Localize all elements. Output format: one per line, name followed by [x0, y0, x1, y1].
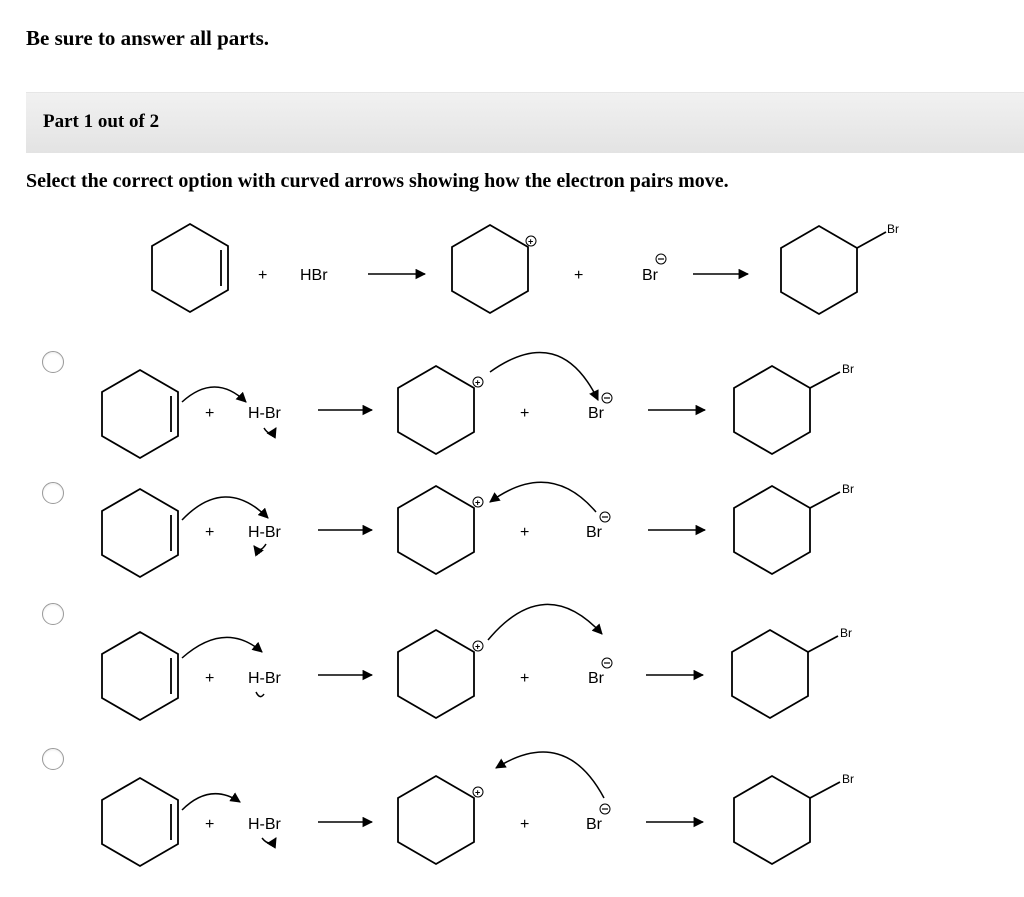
option-c-diagram: [102, 604, 852, 720]
product-br-label: Br: [842, 362, 854, 376]
carbocation-icon: [398, 630, 483, 718]
bromocyclohexane-icon: [734, 486, 840, 574]
svg-text:+: +: [528, 236, 534, 247]
curved-arrow-icon: [488, 604, 602, 640]
product-br-label: Br: [842, 482, 854, 496]
curved-arrow-icon: [182, 387, 246, 402]
plus-sign: +: [205, 670, 215, 687]
carbocation-icon: [398, 776, 483, 864]
plus-sign: +: [574, 267, 584, 284]
bromide-label: Br: [588, 405, 604, 422]
curved-arrow-icon: [490, 352, 598, 400]
svg-text:+: +: [475, 377, 481, 388]
product-br-label: Br: [840, 626, 852, 640]
curved-arrow-icon: [496, 752, 604, 798]
reaction-row-header: [152, 222, 899, 314]
cyclohexene-icon: [152, 224, 228, 312]
curved-arrow-icon: [262, 838, 276, 843]
bromide-label: Br: [586, 524, 602, 541]
h-br-label: H-Br: [248, 816, 281, 833]
curved-arrow-icon: [182, 794, 240, 810]
part-label: Part 1 out of 2: [43, 111, 160, 132]
plus-sign: +: [520, 816, 530, 833]
curved-arrow-icon: [254, 544, 266, 550]
svg-text:+: +: [475, 497, 481, 508]
plus-sign: +: [520, 670, 530, 687]
plus-sign: +: [258, 267, 268, 284]
bromocyclohexane-icon: [732, 630, 838, 718]
plus-sign: +: [205, 405, 215, 422]
question-text: Select the correct option with curved arrows showing how the electron pairs move.: [26, 170, 729, 192]
cyclohexene-icon: [102, 489, 178, 577]
bromide-label: Br: [642, 267, 658, 284]
h-br-label: H-Br: [248, 405, 281, 422]
curved-arrow-icon: [256, 692, 264, 697]
svg-text:+: +: [475, 787, 481, 798]
option-d-diagram: [102, 752, 854, 866]
cyclohexene-icon: [102, 778, 178, 866]
carbocation-icon: [398, 366, 483, 454]
h-br-label: H-Br: [248, 524, 281, 541]
bromide-label: Br: [586, 816, 602, 833]
negative-charge-icon: [600, 804, 610, 814]
negative-charge-icon: [600, 512, 610, 522]
h-br-label: H-Br: [248, 670, 281, 687]
carbocation-icon: [398, 486, 483, 574]
cyclohexene-icon: [102, 632, 178, 720]
bromide-label: Br: [588, 670, 604, 687]
curved-arrow-icon: [182, 497, 268, 520]
bromocyclohexane-icon: [734, 366, 840, 454]
hbr-label: HBr: [300, 267, 328, 284]
curved-arrow-icon: [264, 428, 276, 433]
plus-sign: +: [205, 816, 215, 833]
svg-text:+: +: [475, 641, 481, 652]
curved-arrow-icon: [182, 637, 262, 658]
carbocation-icon: [452, 225, 536, 313]
curved-arrow-icon: [490, 482, 596, 512]
negative-charge-icon: [656, 254, 666, 264]
cyclohexene-icon: [102, 370, 178, 458]
product-br-label: Br: [842, 772, 854, 786]
plus-sign: +: [205, 524, 215, 541]
option-b-diagram: [102, 482, 854, 577]
option-a-diagram: [102, 352, 854, 458]
product-br-label: Br: [887, 222, 899, 236]
instructions-text: Be sure to answer all parts.: [26, 26, 270, 50]
plus-sign: +: [520, 405, 530, 422]
plus-sign: +: [520, 524, 530, 541]
negative-charge-icon: [602, 658, 612, 668]
negative-charge-icon: [602, 393, 612, 403]
bromocyclohexane-icon: [781, 226, 886, 314]
bromocyclohexane-icon: [734, 776, 840, 864]
